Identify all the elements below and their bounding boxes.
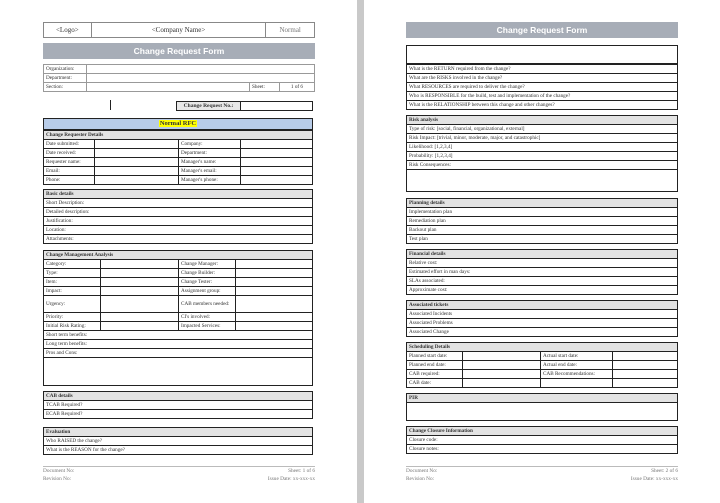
cab-section-header: CAB details [44, 392, 313, 401]
question-field[interactable]: What are the RISKS involved in the change? [407, 74, 678, 83]
meta-table [43, 64, 315, 92]
requester-label: Phone: [44, 176, 95, 185]
sheet-label: Sheet: [249, 83, 279, 92]
question-row[interactable] [407, 65, 678, 74]
schedule-label: Actual end date: [541, 361, 613, 370]
requester-label: Department: [179, 149, 241, 158]
schedule-value[interactable] [613, 352, 678, 361]
planning-item-row[interactable] [407, 235, 678, 244]
planning-section-header: Planning details [407, 199, 678, 208]
mgmt-row [44, 287, 313, 296]
mgmt-row [44, 322, 313, 331]
ticket-item-field[interactable]: Associated Change [407, 328, 678, 337]
risk-consequences-field[interactable] [406, 167, 678, 192]
schedule-row [407, 370, 678, 379]
questions-table [406, 64, 678, 110]
mgmt-row [44, 278, 313, 287]
mgmt-label: Change Builder: [179, 269, 236, 278]
evaluation-table [43, 427, 313, 455]
associated-tickets-table [406, 300, 678, 337]
cab-item-row[interactable] [44, 401, 313, 410]
basic-detail-field[interactable]: Location: [44, 226, 313, 235]
requester-value[interactable] [95, 140, 179, 149]
document-number-label: Document No: [406, 468, 438, 474]
mgmt-label: Impact: [44, 287, 101, 296]
mgmt-label: Urgency: [44, 296, 101, 313]
section-field[interactable] [87, 83, 250, 92]
schedule-value[interactable] [613, 361, 678, 370]
requester-label: Manager's name: [179, 158, 241, 167]
schedule-value[interactable] [613, 379, 678, 388]
evaluation-section-header: Evaluation [44, 428, 313, 437]
mgmt-section-header: Change Management Analysis [44, 251, 313, 260]
planning-item-row[interactable] [407, 226, 678, 235]
closure-item-row[interactable] [407, 445, 678, 454]
basic-detail-field[interactable]: Justification: [44, 217, 313, 226]
classification-label: Normal [279, 26, 301, 34]
question-field[interactable]: What is the RETURN required from the change? [407, 65, 678, 74]
financial-item-field[interactable]: Relative cost: [407, 259, 678, 268]
requester-value[interactable] [95, 149, 179, 158]
requester-value[interactable] [241, 149, 313, 158]
sheet-number: Sheet: 2 of 6 [651, 468, 678, 474]
change-management-table [43, 250, 313, 358]
closure-item-row[interactable] [407, 436, 678, 445]
basic-detail-row[interactable] [44, 199, 313, 208]
mgmt-row [44, 296, 313, 313]
schedule-row [407, 379, 678, 388]
mgmt-label: Item: [44, 278, 101, 287]
schedule-row [407, 361, 678, 370]
basic-detail-row[interactable] [44, 208, 313, 217]
mgmt-label: CAB members needed: [179, 296, 236, 313]
financial-section-header: Financial details [407, 250, 678, 259]
mgmt-full-row[interactable] [44, 331, 313, 340]
basic-detail-field[interactable]: Short Description: [44, 199, 313, 208]
requester-value[interactable] [95, 167, 179, 176]
basic-detail-field[interactable]: Detailed description: [44, 208, 313, 217]
footer-left-page-2 [406, 468, 437, 483]
rfc-type-text: Normal RFC [159, 120, 197, 127]
question-row[interactable] [407, 74, 678, 83]
mgmt-label: Impacted Services: [179, 322, 236, 331]
schedule-label: CAB Recommendations: [541, 370, 613, 379]
mgmt-label: CI's involved: [179, 313, 236, 322]
header-notes-field[interactable] [406, 45, 678, 64]
requester-row [44, 167, 313, 176]
financial-table [406, 249, 678, 295]
basic-detail-row[interactable] [44, 217, 313, 226]
document-number-label: Document No: [43, 468, 75, 474]
change-request-number-label: Change Request No.: [177, 102, 241, 110]
mgmt-value[interactable] [236, 269, 313, 278]
footer-divider-page-2 [406, 466, 678, 467]
text-cursor [110, 100, 111, 110]
change-request-number-field[interactable] [241, 102, 312, 110]
mgmt-value[interactable] [236, 260, 313, 269]
mgmt-label: Priority: [44, 313, 101, 322]
risk-item-field[interactable]: Probability: [1,2,3,4] [407, 152, 678, 161]
requester-label: Date received: [44, 149, 95, 158]
section-label: Section: [44, 83, 87, 92]
evaluation-question-field[interactable]: Who RAISED the change? [44, 437, 313, 446]
financial-item-row[interactable] [407, 277, 678, 286]
tickets-section-header: Associated tickets [407, 301, 678, 310]
company-name: <Company Name> [92, 23, 267, 37]
question-field[interactable]: What RESOURCES are required to deliver the change? [407, 83, 678, 92]
financial-item-row[interactable] [407, 268, 678, 277]
mgmt-value[interactable] [101, 322, 179, 331]
financial-item-row[interactable] [407, 286, 678, 295]
ticket-item-field[interactable]: Associated Incidents [407, 310, 678, 319]
requester-row [44, 149, 313, 158]
mgmt-row [44, 269, 313, 278]
scheduling-table [406, 342, 678, 388]
planning-item-field[interactable]: Test plan [407, 235, 678, 244]
closure-section-header: Change Closure Information [407, 427, 678, 436]
mgmt-value[interactable] [101, 296, 179, 313]
question-row[interactable] [407, 101, 678, 110]
mgmt-label: Assignment group: [179, 287, 236, 296]
mgmt-value[interactable] [101, 287, 179, 296]
closure-item-field[interactable]: Closure notes: [407, 445, 678, 454]
risk-item-field[interactable]: Risk Impact: [trivial, minor, moderate, major, and catastrophic] [407, 134, 678, 143]
schedule-value[interactable] [463, 361, 541, 370]
mgmt-label: Type: [44, 269, 101, 278]
change-request-number [176, 101, 313, 111]
requester-section-header: Change Requester Details [44, 131, 313, 140]
planning-item-field[interactable]: Remediation plan [407, 217, 678, 226]
footer-divider [43, 466, 315, 467]
footer-right [215, 468, 315, 483]
risk-item-row[interactable] [407, 152, 678, 161]
risk-item-field[interactable]: Likelihood: [1,2,3,4] [407, 143, 678, 152]
schedule-value[interactable] [463, 370, 541, 379]
schedule-value[interactable] [613, 370, 678, 379]
basic-section-header: Basic details [44, 190, 313, 199]
schedule-row [407, 352, 678, 361]
page-gap [357, 0, 364, 503]
rfc-type-banner [43, 118, 313, 130]
basic-details-table [43, 189, 313, 244]
schedule-label: Planned end date: [407, 361, 463, 370]
cab-item-field[interactable]: ECAB Required? [44, 410, 313, 419]
mgmt-value[interactable] [101, 269, 179, 278]
form-title-page-2: Change Request Form [406, 22, 678, 38]
mgmt-value[interactable] [236, 287, 313, 296]
question-row[interactable] [407, 83, 678, 92]
footer-left [43, 468, 74, 483]
mgmt-value[interactable] [101, 278, 179, 287]
logo-placeholder: <Logo> [44, 23, 92, 37]
mgmt-value[interactable] [101, 260, 179, 269]
requester-row [44, 158, 313, 167]
sheet-value: 1 of 6 [279, 83, 314, 92]
closure-table [406, 426, 678, 454]
evaluation-question-field[interactable]: What is the REASON for the change? [44, 446, 313, 455]
mgmt-value[interactable] [236, 296, 313, 313]
organization-field[interactable] [87, 65, 315, 74]
schedule-value[interactable] [463, 379, 541, 388]
evaluation-question-row[interactable] [44, 437, 313, 446]
mgmt-label: Change Manager: [179, 260, 236, 269]
mgmt-full-row[interactable] [44, 340, 313, 349]
pir-section-header: PIR [407, 394, 678, 403]
sheet-number: Sheet: 1 of 6 [288, 468, 315, 474]
question-field[interactable]: Who is RESPONSIBLE for the build, test and implementation of the change? [407, 92, 678, 101]
risk-item-row[interactable] [407, 143, 678, 152]
question-field[interactable]: What is the RELATIONSHIP between this change and other changes? [407, 101, 678, 110]
basic-detail-field[interactable]: Attachments: [44, 235, 313, 244]
form-page-1 [0, 0, 357, 503]
risk-analysis-table [406, 115, 678, 170]
cab-item-row[interactable] [44, 410, 313, 419]
organization-label: Organization: [44, 65, 87, 74]
requester-label: Requester name: [44, 158, 95, 167]
ticket-item-row[interactable] [407, 328, 678, 337]
scheduling-section-header: Scheduling Details [407, 343, 678, 352]
pros-cons-field[interactable] [43, 355, 313, 386]
requester-value[interactable] [241, 140, 313, 149]
requester-label: Manager's email: [179, 167, 241, 176]
planning-item-row[interactable] [407, 208, 678, 217]
mgmt-full-field[interactable]: Long term benefits: [44, 340, 313, 349]
requester-row [44, 140, 313, 149]
page-header [43, 22, 315, 38]
mgmt-value[interactable] [236, 322, 313, 331]
revision-number-label: Revision No: [406, 475, 435, 482]
basic-detail-row[interactable] [44, 226, 313, 235]
mgmt-full-field[interactable]: Pros and Cons: [44, 349, 313, 358]
planning-item-row[interactable] [407, 217, 678, 226]
schedule-label [541, 379, 613, 388]
form-title: Change Request Form [43, 43, 315, 59]
requester-value[interactable] [95, 158, 179, 167]
planning-item-field[interactable]: Implementation plan [407, 208, 678, 217]
department-label: Department: [44, 74, 87, 83]
risk-item-row[interactable] [407, 134, 678, 143]
schedule-label: Actual start date: [541, 352, 613, 361]
mgmt-value[interactable] [101, 313, 179, 322]
requester-value[interactable] [241, 167, 313, 176]
schedule-label: CAB date: [407, 379, 463, 388]
risk-item-field[interactable]: Type of risk: [social, financial, organizational, external] [407, 125, 678, 134]
risk-section-header: Risk analysis [407, 116, 678, 125]
cab-item-field[interactable]: TCAB Required? [44, 401, 313, 410]
revision-number-label: Revision No: [43, 475, 72, 482]
requester-label: Manager's phone: [179, 176, 241, 185]
mgmt-value[interactable] [236, 278, 313, 287]
mgmt-label: Category: [44, 260, 101, 269]
question-row[interactable] [407, 92, 678, 101]
mgmt-value[interactable] [236, 313, 313, 322]
department-field[interactable] [87, 74, 315, 83]
basic-detail-row[interactable] [44, 235, 313, 244]
issue-date: Issue Date: xx-xxx-xx [630, 475, 678, 482]
requester-label: Company: [179, 140, 241, 149]
financial-item-row[interactable] [407, 259, 678, 268]
schedule-value[interactable] [463, 352, 541, 361]
issue-date: Issue Date: xx-xxx-xx [267, 475, 315, 482]
planning-table [406, 198, 678, 244]
ticket-item-field[interactable]: Associated Problems [407, 319, 678, 328]
mgmt-row [44, 260, 313, 269]
requester-label: Email: [44, 167, 95, 176]
requester-details-table [43, 130, 313, 185]
mgmt-label: Initial Risk Rating: [44, 322, 101, 331]
mgmt-full-field[interactable]: Short term benefits: [44, 331, 313, 340]
requester-value[interactable] [241, 176, 313, 185]
pir-field[interactable] [406, 402, 678, 421]
form-page-2 [364, 0, 720, 503]
financial-item-field[interactable]: SLAs associated: [407, 277, 678, 286]
footer-right-page-2 [578, 468, 678, 483]
financial-item-field[interactable]: Estimated effort in man days: [407, 268, 678, 277]
planning-item-field[interactable]: Backout plan [407, 226, 678, 235]
ticket-item-row[interactable] [407, 319, 678, 328]
requester-value[interactable] [95, 176, 179, 185]
cab-details-table [43, 391, 313, 419]
schedule-label: Planned start date: [407, 352, 463, 361]
mgmt-row [44, 313, 313, 322]
risk-item-field[interactable]: Risk Consequences: [407, 161, 678, 170]
mgmt-label: Change Tester: [179, 278, 236, 287]
financial-item-field[interactable]: Approximate cost: [407, 286, 678, 295]
ticket-item-row[interactable] [407, 310, 678, 319]
requester-label: Date submitted: [44, 140, 95, 149]
risk-item-row[interactable] [407, 125, 678, 134]
evaluation-question-row[interactable] [44, 446, 313, 455]
requester-row [44, 176, 313, 185]
schedule-label: CAB required: [407, 370, 463, 379]
closure-item-field[interactable]: Closure code: [407, 436, 678, 445]
requester-value[interactable] [241, 158, 313, 167]
